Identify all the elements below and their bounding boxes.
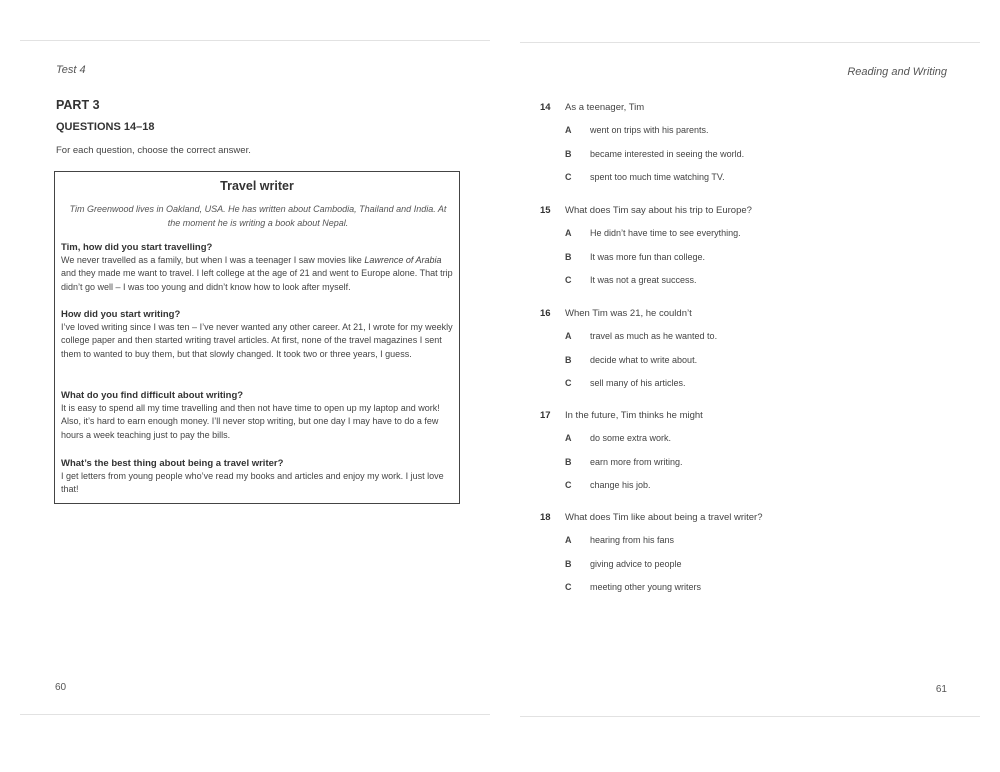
option-text: He didn’t have time to see everything.: [590, 228, 741, 238]
question-number: 18: [540, 512, 551, 523]
interview-section: [61, 389, 453, 442]
option-text: change his job.: [590, 480, 651, 490]
option-letter: A: [565, 228, 572, 238]
question-number: 16: [540, 308, 551, 319]
bottom-rule: [20, 714, 490, 715]
option-letter: C: [565, 275, 572, 285]
option-text: went on trips with his parents.: [590, 125, 709, 135]
running-head-left: Test 4: [56, 64, 86, 76]
questions-title: QUESTIONS 14–18: [56, 121, 155, 133]
question-stem: In the future, Tim thinks he might: [565, 410, 703, 421]
option-text: became interested in seeing the world.: [590, 149, 745, 159]
question-stem: When Tim was 21, he couldn’t: [565, 308, 692, 319]
interview-question: Tim, how did you start travelling?: [61, 242, 213, 253]
question-number: 15: [540, 205, 551, 216]
option-text: It was more fun than college.: [590, 252, 706, 262]
part-title: PART 3: [56, 98, 100, 112]
interview-answer: I get letters from young people who’ve read my books and articles and enjoy my work. I just love that!: [61, 471, 444, 495]
right-page: [500, 0, 1000, 772]
interview-answer: We never travelled as a family, but when I was a teenager I saw movies like Lawrence of Arabia and they made me want to travel. I left college at the age of 21 and went to Europe alone. That trip didn’t go well – I was too young and didn’t know how to look after myself.: [61, 255, 453, 292]
option-text: earn more from writing.: [590, 457, 683, 467]
article-title: Travel writer: [220, 179, 294, 193]
option-text: do some extra work.: [590, 433, 672, 443]
option-text: travel as much as he wanted to.: [590, 331, 718, 341]
question-stem: As a teenager, Tim: [565, 102, 645, 113]
interview-section: [61, 241, 453, 294]
running-head-right: Reading and Writing: [847, 66, 947, 78]
question-stem: What does Tim like about being a travel writer?: [565, 512, 763, 523]
option-text: sell many of his articles.: [590, 378, 686, 388]
article-intro: Tim Greenwood lives in Oakland, USA. He has written about Cambodia, Thailand and India. At the moment he is writing a book about Nepal.: [69, 204, 447, 228]
option-letter: C: [565, 172, 572, 182]
interview-section: [61, 457, 453, 497]
bottom-rule: [520, 716, 980, 717]
option-letter: A: [565, 125, 572, 135]
article-box: [54, 171, 460, 504]
top-rule: [20, 40, 490, 41]
option-letter: B: [565, 559, 572, 569]
option-letter: C: [565, 378, 572, 388]
option-letter: A: [565, 331, 572, 341]
page-number-right: 61: [935, 684, 947, 695]
interview-answer: It is easy to spend all my time travelling and then not have time to open up my laptop and work! Also, it’s hard to earn enough money. I’ll never stop writing, but one day I may have to do a few hours a week teaching just to pay the bills.: [61, 403, 440, 440]
interview-question: How did you start writing?: [61, 309, 181, 320]
top-rule: [520, 42, 980, 43]
question-number: 17: [540, 410, 551, 421]
option-letter: B: [565, 457, 572, 467]
instruction-text: For each question, choose the correct answer.: [56, 145, 251, 156]
option-letter: C: [565, 582, 572, 592]
option-letter: A: [565, 433, 572, 443]
option-letter: B: [565, 355, 572, 365]
interview-section: [61, 308, 453, 361]
option-letter: A: [565, 535, 572, 545]
movie-title: Lawrence of Arabia: [364, 255, 442, 265]
option-text: It was not a great success.: [590, 275, 697, 285]
option-letter: B: [565, 149, 572, 159]
interview-question: What do you find difficult about writing?: [61, 390, 244, 401]
option-letter: B: [565, 252, 572, 262]
option-text: decide what to write about.: [590, 355, 698, 365]
page-number-left: 60: [55, 682, 67, 693]
interview-question: What’s the best thing about being a travel writer?: [61, 458, 284, 469]
question-stem: What does Tim say about his trip to Europe?: [565, 205, 752, 216]
interview-answer: I’ve loved writing since I was ten – I’ve never wanted any other career. At 21, I wrote for my weekly college paper and then started writing travel articles. At first, none of the travel magazines I sent them to wanted to buy them, but that slowly changed. It took two or three years, I guess.: [61, 322, 453, 359]
option-text: meeting other young writers: [590, 582, 702, 592]
option-text: spent too much time watching TV.: [590, 172, 725, 182]
question-number: 14: [540, 102, 551, 113]
option-text: hearing from his fans: [590, 535, 675, 545]
option-text: giving advice to people: [590, 559, 682, 569]
option-letter: C: [565, 480, 572, 490]
